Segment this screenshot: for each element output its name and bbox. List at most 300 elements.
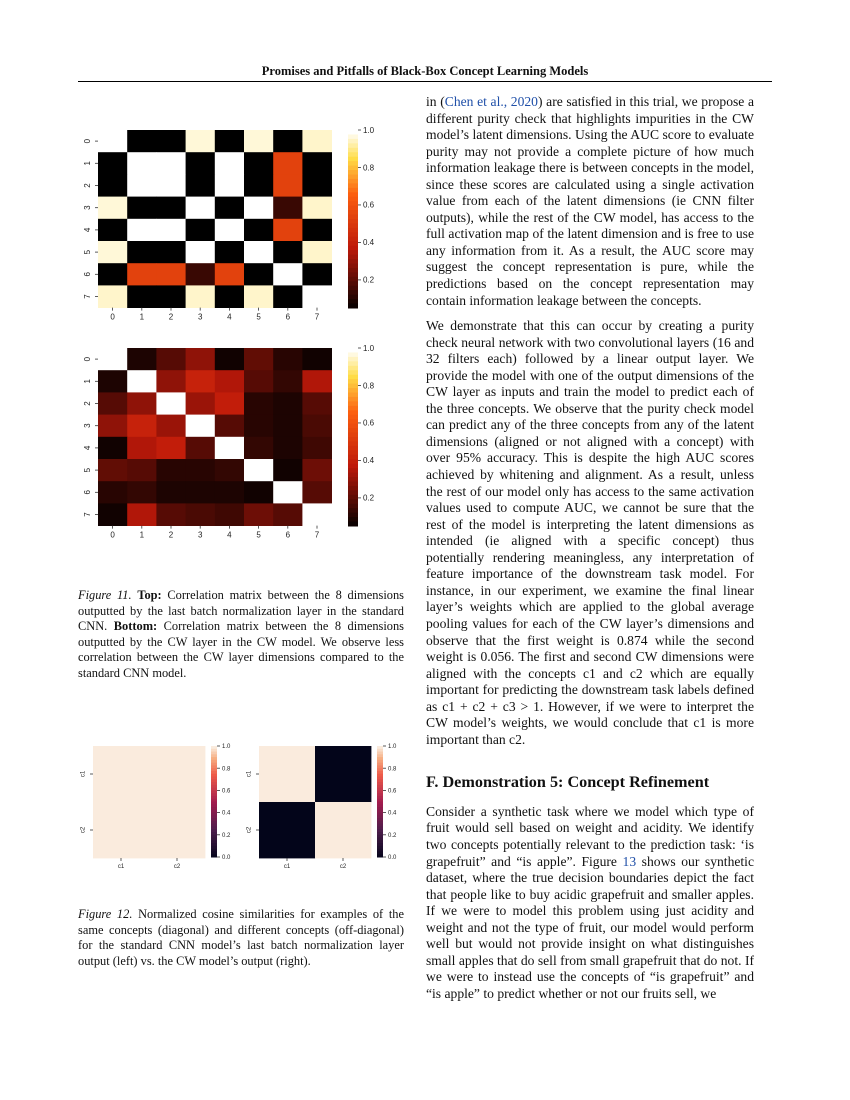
heatmap-cell: [259, 802, 315, 858]
heatmap-cell: [98, 285, 128, 308]
heatmap-cell: [127, 130, 157, 153]
y-tick-label: 4: [83, 445, 93, 451]
heatmap-cell: [156, 263, 186, 286]
paragraph-synthetic-rest: shows our synthetic dataset, where the true decision boundaries depict the fact that people like to buy acidic grapefruit and smaller apples. If we were to model this problem using just acidity and weight and not the type of fruit, our model would perform well but would not provide insight on what distinguishes small apples that do sell from small grapefruit that do not. If we were to instead use the concepts of “is grapefruit” and “is apple” to predict whether or not our fruits sell, we: [426, 853, 754, 1001]
colorbar-segment: [348, 415, 358, 420]
heatmap-cell: [302, 197, 332, 220]
x-tick-label: 1: [139, 312, 145, 322]
heatmap-cell: [98, 503, 128, 526]
heatmap-cell: [127, 392, 157, 415]
colorbar-tick-label: 0.6: [388, 788, 397, 795]
heatmap-cell: [156, 152, 186, 175]
running-header: Promises and Pitfalls of Black-Box Concept Learning Models: [261, 64, 589, 78]
heatmap-cell: [302, 348, 332, 371]
x-tick-label: 0: [110, 530, 115, 540]
heatmap-cell: [186, 197, 216, 220]
colorbar-segment: [348, 201, 358, 206]
heatmap-cell: [127, 197, 157, 220]
heatmap-cell: [244, 392, 274, 415]
colorbar-segment: [348, 175, 358, 180]
colorbar-segment: [348, 130, 358, 135]
heatmap-cell: [273, 174, 303, 197]
colorbar-segment: [348, 157, 358, 162]
x-tick-label: 6: [285, 312, 291, 322]
colorbar-segment: [348, 259, 358, 264]
heatmap-cell: [186, 152, 216, 175]
colorbar-tick-label: 0.8: [363, 381, 375, 391]
heatmap-cell: [98, 263, 128, 286]
colorbar-segment: [348, 215, 358, 220]
colorbar-segment: [348, 170, 358, 175]
heatmap-cell: [127, 459, 157, 482]
x-tick-label: 3: [197, 312, 203, 322]
colorbar-tick-label: 0.2: [388, 832, 397, 839]
colorbar-segment: [348, 441, 358, 446]
figure-12-text: Normalized cosine similarities for examples of the same concepts (diagonal) and different concepts (off-diagonal) for the standard CNN model’s last batch normalization layer output (left) vs. the CW model’s output (right).: [78, 907, 404, 968]
heatmap-cell: [98, 348, 128, 371]
heatmap-cell: [156, 415, 186, 438]
heatmap-cell: [215, 241, 245, 264]
heatmap-cell: [244, 348, 274, 371]
heatmap-cell: [98, 415, 128, 438]
x-tick-label: c1: [283, 864, 291, 870]
colorbar-segment: [348, 437, 358, 442]
heatmap-cell: [186, 285, 216, 308]
heatmap-cell: [149, 802, 205, 858]
heatmap-cell: [98, 459, 128, 482]
y-tick-label: c1: [80, 770, 87, 778]
heatmap-cell: [273, 219, 303, 242]
y-tick-label: 7: [83, 294, 93, 299]
heatmap-cell: [127, 152, 157, 175]
heatmap-cell: [215, 197, 245, 220]
colorbar-segment: [348, 428, 358, 433]
colorbar-segment: [348, 223, 358, 228]
colorbar-segment: [348, 370, 358, 375]
colorbar-tick-label: 0.0: [388, 855, 397, 862]
y-tick-label: 0: [83, 356, 93, 362]
heatmap-cell: [273, 415, 303, 438]
heatmap-cell: [186, 415, 216, 438]
heatmap-cell: [156, 459, 186, 482]
figure-11-bottom-text: Correlation matrix between the 8 dimensions outputted by the CW layer in the CW model. We observe less correlation between the CW layer dimensions compared to the standard CNN model.: [78, 619, 404, 680]
heatmap-cell: [273, 392, 303, 415]
y-tick-label: 6: [83, 490, 93, 495]
heatmap-cell: [273, 459, 303, 482]
heatmap-cell: [186, 370, 216, 393]
heatmap-cell: [156, 370, 186, 393]
heatmap-cell: [98, 392, 128, 415]
colorbar-segment: [348, 232, 358, 237]
heatmap-cell: [98, 370, 128, 393]
x-tick-label: 4: [227, 312, 232, 322]
y-tick-label: 5: [83, 467, 93, 473]
colorbar-segment: [348, 468, 358, 473]
colorbar-segment: [348, 375, 358, 380]
colorbar-segment: [348, 255, 358, 260]
colorbar-tick-label: 0.0: [222, 855, 231, 862]
heatmap-cell: [302, 481, 332, 504]
colorbar-segment: [348, 357, 358, 362]
y-tick-label: 4: [83, 227, 93, 233]
heatmap-cell: [302, 152, 332, 175]
colorbar-segment: [348, 433, 358, 438]
colorbar-segment: [348, 508, 358, 513]
colorbar-segment: [348, 361, 358, 366]
x-tick-label: 2: [168, 530, 174, 540]
colorbar-segment: [348, 277, 358, 282]
figure-11-bottom-label: Bottom:: [113, 619, 158, 634]
y-tick-label: 6: [83, 272, 93, 277]
paragraph-purity-rest: ) are satisfied in this trial, we propose a different purity check that highlights impurities in the CW model’s latent dimensions. Using the AUC score to evaluate purity may not provide a complete picture of how much information leakage there is between concepts in the model, since these scores are calculated using a single activation value from each of the latent dimensions (ie CNN filter outputs), while the rest of the CW model, has access to the full activation map of the latent dimension and is free to use any information from it. As a result, the AUC score may suggest the concept representation is pure, while the predictions based on the concept representation may contain information leakage between the concepts.: [426, 94, 754, 308]
colorbar-segment: [348, 477, 358, 482]
heatmap-cell: [302, 174, 332, 197]
colorbar-tick-label: 0.6: [363, 200, 375, 210]
x-tick-label: 5: [256, 530, 261, 540]
colorbar-tick-label: 0.8: [363, 163, 375, 173]
figure-11-top-label: Top:: [137, 588, 162, 602]
heatmap-cell: [273, 263, 303, 286]
heatmap-cell: [186, 459, 216, 482]
heatmap-cell: [156, 481, 186, 504]
heatmap-cell: [273, 130, 303, 153]
citation-chen-2020[interactable]: Chen et al., 2020: [444, 94, 538, 109]
colorbar-segment: [348, 473, 358, 478]
heatmap-cell: [156, 197, 186, 220]
heatmap-cell: [156, 219, 186, 242]
heatmap-cell: [127, 174, 157, 197]
heatmap-cell: [156, 174, 186, 197]
colorbar-segment: [348, 197, 358, 202]
heatmap-cell: [273, 348, 303, 371]
y-tick-label: 5: [83, 249, 93, 255]
colorbar-tick-label: 1.0: [388, 744, 397, 751]
heatmap-cell: [127, 348, 157, 371]
colorbar-segment: [348, 424, 358, 429]
heatmap-cell: [244, 437, 274, 460]
colorbar-segment: [348, 290, 358, 295]
heatmap-cell: [215, 263, 245, 286]
colorbar-segment: [348, 246, 358, 251]
heatmap-cell: [302, 459, 332, 482]
heatmap-cell: [98, 197, 128, 220]
heatmap-cell: [273, 370, 303, 393]
colorbar-segment: [348, 192, 358, 197]
heatmap-cell: [186, 219, 216, 242]
colorbar-segment: [348, 348, 358, 353]
colorbar-segment: [348, 188, 358, 193]
x-tick-label: c2: [173, 864, 181, 870]
colorbar-segment: [348, 250, 358, 255]
heatmap-cell: [302, 503, 332, 526]
colorbar-segment: [348, 522, 358, 527]
colorbar-segment: [348, 264, 358, 269]
colorbar-segment: [348, 406, 358, 411]
figure-12-label: Figure 12.: [78, 907, 133, 921]
x-tick-label: c1: [117, 864, 125, 870]
colorbar-segment: [348, 490, 358, 495]
colorbar-segment: [348, 499, 358, 504]
colorbar-tick-label: 0.8: [388, 766, 397, 773]
x-tick-label: 7: [314, 312, 320, 322]
heatmap-cell: [244, 481, 274, 504]
x-tick-label: 3: [197, 530, 203, 540]
heatmap-cell: [186, 241, 216, 264]
heatmap-cell: [302, 392, 332, 415]
heatmap-cell: [93, 746, 149, 802]
x-tick-label: 2: [168, 312, 174, 322]
heatmap-cell: [273, 437, 303, 460]
colorbar-tick-label: 0.6: [222, 788, 231, 795]
heatmap-cell: [127, 241, 157, 264]
heatmap-cell: [186, 481, 216, 504]
figure-11-top-text: Correlation matrix between the 8 dimensions outputted by the last batch normalization layer in the standard CNN.: [78, 588, 404, 634]
heatmap-cell: [186, 348, 216, 371]
heatmap-cell: [215, 348, 245, 371]
heatmap-cell: [259, 746, 315, 802]
heatmap-cell: [156, 437, 186, 460]
colorbar-tick-label: 1.0: [222, 744, 231, 751]
colorbar-segment: [348, 446, 358, 451]
colorbar-segment: [348, 219, 358, 224]
heatmap-cell: [186, 130, 216, 153]
heatmap-cell: [273, 503, 303, 526]
colorbar-segment: [348, 148, 358, 153]
figure-13-ref[interactable]: 13: [622, 853, 637, 869]
heatmap-cell: [98, 241, 128, 264]
colorbar-segment: [348, 464, 358, 469]
heatmap-cell: [127, 481, 157, 504]
heatmap-cell: [244, 241, 274, 264]
heatmap-cell: [156, 130, 186, 153]
heatmap-cell: [302, 285, 332, 308]
colorbar-segment: [348, 183, 358, 188]
colorbar-segment: [348, 281, 358, 286]
x-tick-label: 5: [256, 312, 261, 322]
colorbar-segment: [348, 455, 358, 460]
section-title: F. Demonstration 5: Concept Refinement: [426, 773, 710, 792]
heatmap-cell: [273, 152, 303, 175]
heatmap-cell: [273, 285, 303, 308]
heatmap-cell: [244, 152, 274, 175]
heatmap-cell: [244, 174, 274, 197]
colorbar-segment: [348, 393, 358, 398]
y-tick-label: 3: [83, 205, 93, 210]
heatmap-cell: [244, 130, 274, 153]
heatmap-cell: [98, 219, 128, 242]
heatmap-cell: [127, 503, 157, 526]
colorbar-tick-label: 0.4: [363, 456, 375, 466]
colorbar-segment: [348, 513, 358, 518]
colorbar-segment: [348, 241, 358, 246]
y-tick-label: 1: [83, 161, 93, 166]
heatmap-cell: [302, 437, 332, 460]
heatmap-cell: [215, 503, 245, 526]
colorbar-tick-label: 0.2: [363, 493, 375, 503]
heatmap-cell: [98, 130, 128, 153]
colorbar-segment: [211, 854, 217, 857]
y-tick-label: c2: [80, 826, 87, 834]
colorbar-segment: [348, 286, 358, 291]
heatmap-cell: [156, 348, 186, 371]
heatmap-cell: [186, 263, 216, 286]
heatmap-cell: [273, 241, 303, 264]
colorbar-segment: [348, 504, 358, 509]
heatmap-cosine-cw-model: [244, 738, 414, 873]
heatmap-cell: [215, 152, 245, 175]
colorbar-tick-label: 0.4: [388, 810, 397, 817]
colorbar-tick-label: 0.8: [222, 766, 231, 773]
paragraph-purity-start: in (: [426, 94, 445, 109]
right-column: [426, 94, 754, 1011]
heatmap-cell: [302, 241, 332, 264]
y-tick-label: 2: [83, 183, 93, 188]
heatmap-cell: [244, 219, 274, 242]
paragraph-demonstration: We demonstrate that this can occur by creating a purity check neural network with two convolutional layers (16 and 32 filters each) followed by a linear output layer. We provide the model with one of the output dimensions of the CW layer as inputs and train the model to predict each of the three concepts. We observe that the purity check model can predict any of the three concepts from any of the latent dimensions (aligned or not aligned with a concept) with over 95% accuracy. This is despite the high AUC scores achieved by whitening and alignment. As a result, unless the rest of our model only has access to the same activation values used to compute AUC, we cannot be sure that the rest of the model is interpreting the latent dimensions as intended (ie aligned with a specific concept) thus potentially rendering meaningless, any interpretation of feature importance of the downstream task model. For instance, in our experiment, we examine the final linear layer’s weights which are applied to the global average pooling values for each of the CW layer’s dimensions and observe that the first weight is 0.874 while the second weight is 0.056. The first and second CW dimensions were aligned with the concepts c1 and c2 which are equally important for predicting the downstream task labels defined as c1 + c2 + c3 > 1. However, if we were to interpret the CW model’s weights, we would conclude that c1 is more important than c2.: [426, 318, 754, 747]
colorbar-segment: [348, 295, 358, 300]
y-tick-label: 2: [83, 401, 93, 406]
heatmap-cell: [215, 370, 245, 393]
heatmap-cell: [273, 481, 303, 504]
heatmap-cell: [215, 285, 245, 308]
heatmap-cell: [156, 503, 186, 526]
heatmap-cell: [93, 802, 149, 858]
heatmap-cell: [98, 174, 128, 197]
y-tick-label: 1: [83, 379, 93, 384]
heatmap-cell: [215, 219, 245, 242]
heatmap-cell: [273, 197, 303, 220]
colorbar-segment: [348, 299, 358, 304]
heatmap-cell: [156, 392, 186, 415]
colorbar-segment: [348, 304, 358, 309]
colorbar-segment: [348, 517, 358, 522]
heatmap-cell: [244, 503, 274, 526]
heatmap-cell: [215, 392, 245, 415]
x-tick-label: c2: [339, 864, 347, 870]
heatmap-cell: [244, 285, 274, 308]
heatmap-standard-cnn: [78, 118, 398, 333]
heatmap-cell: [127, 219, 157, 242]
heatmap-cell: [156, 285, 186, 308]
colorbar-segment: [348, 166, 358, 171]
colorbar-segment: [348, 206, 358, 211]
heatmap-cell: [302, 130, 332, 153]
figure-11-label: Figure 11.: [78, 588, 132, 602]
heatmap-cell: [315, 802, 371, 858]
heatmap-cell: [244, 197, 274, 220]
colorbar-tick-label: 1.0: [363, 125, 375, 135]
colorbar-segment: [348, 397, 358, 402]
x-tick-label: 1: [139, 530, 145, 540]
colorbar-segment: [348, 237, 358, 242]
colorbar-tick-label: 0.4: [363, 238, 375, 248]
heatmap-cell: [244, 263, 274, 286]
heatmap-cell: [186, 392, 216, 415]
heatmap-cell: [127, 415, 157, 438]
y-tick-label: 0: [83, 138, 93, 144]
heatmap-cell: [186, 437, 216, 460]
heatmap-cell: [127, 263, 157, 286]
x-tick-label: 7: [314, 530, 320, 540]
colorbar-segment: [348, 272, 358, 277]
colorbar-segment: [348, 410, 358, 415]
colorbar-segment: [348, 419, 358, 424]
heatmap-cell: [127, 285, 157, 308]
y-tick-label: c2: [246, 826, 253, 834]
heatmap-cell: [302, 415, 332, 438]
colorbar-segment: [348, 134, 358, 139]
colorbar-segment: [348, 352, 358, 357]
colorbar-tick-label: 0.6: [363, 418, 375, 428]
colorbar-segment: [348, 401, 358, 406]
heatmap-cell: [302, 370, 332, 393]
colorbar-tick-label: 0.2: [363, 275, 375, 285]
x-tick-label: 4: [227, 530, 232, 540]
figure-11-caption: [78, 588, 404, 682]
colorbar-segment: [348, 152, 358, 157]
heatmap-cell: [215, 130, 245, 153]
heatmap-cw-layer: [78, 336, 398, 551]
colorbar-tick-label: 0.4: [222, 810, 231, 817]
paragraph-synthetic-task: [426, 804, 754, 1003]
heatmap-cell: [149, 746, 205, 802]
colorbar-segment: [348, 228, 358, 233]
heatmap-cell: [215, 415, 245, 438]
heatmap-cosine-standard-cnn: [78, 738, 248, 873]
heatmap-cell: [215, 481, 245, 504]
colorbar-segment: [348, 450, 358, 455]
colorbar-segment: [348, 388, 358, 393]
paragraph-synthetic-start: Consider a synthetic task where we model which type of fruit would sell based on weight and acidity. We identify two concepts potentially relevant to the prediction task: ‘is grapefruit” and “is apple”. Figure: [426, 803, 754, 869]
header-rule: [78, 81, 772, 82]
x-tick-label: 6: [285, 530, 291, 540]
paragraph-purity: [426, 94, 754, 309]
heatmap-cell: [98, 481, 128, 504]
colorbar-segment: [348, 379, 358, 384]
colorbar-segment: [348, 161, 358, 166]
colorbar-segment: [348, 210, 358, 215]
heatmap-cell: [315, 746, 371, 802]
heatmap-cell: [215, 437, 245, 460]
colorbar-segment: [348, 486, 358, 491]
colorbar-segment: [348, 482, 358, 487]
heatmap-cell: [244, 459, 274, 482]
figure-12-caption: [78, 907, 404, 969]
heatmap-cell: [215, 459, 245, 482]
colorbar-segment: [348, 495, 358, 500]
colorbar-tick-label: 1.0: [363, 343, 375, 353]
colorbar-segment: [348, 139, 358, 144]
heatmap-cell: [302, 263, 332, 286]
heatmap-cell: [186, 174, 216, 197]
heatmap-cell: [127, 370, 157, 393]
heatmap-cell: [186, 503, 216, 526]
colorbar-segment: [348, 459, 358, 464]
heatmap-cell: [244, 370, 274, 393]
heatmap-cell: [302, 219, 332, 242]
heatmap-cell: [98, 152, 128, 175]
heatmap-cell: [215, 174, 245, 197]
colorbar-segment: [348, 179, 358, 184]
colorbar-segment: [348, 268, 358, 273]
colorbar-segment: [377, 854, 383, 857]
heatmap-cell: [98, 437, 128, 460]
colorbar-tick-label: 0.2: [222, 832, 231, 839]
y-tick-label: 7: [83, 512, 93, 517]
colorbar-segment: [348, 384, 358, 389]
heatmap-cell: [156, 241, 186, 264]
heatmap-cell: [244, 415, 274, 438]
